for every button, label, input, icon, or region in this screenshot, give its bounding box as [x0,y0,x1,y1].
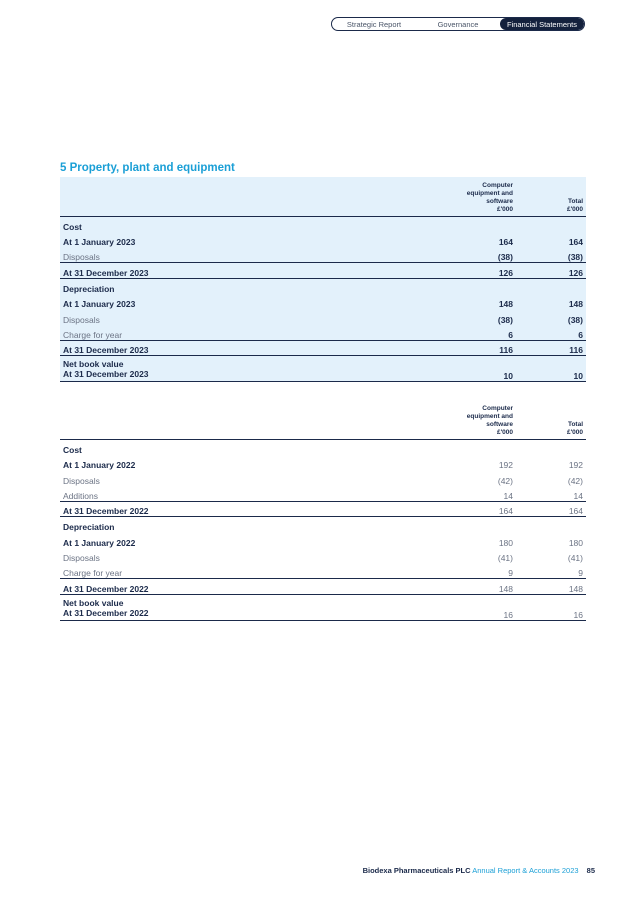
subtotal-row: At 31 December 2023 126 126 [60,263,586,279]
page-footer [363,866,595,875]
net-book-value-row: Net book value At 31 December 2023 10 10 [60,356,586,382]
company-name: Biodexa Pharmaceuticals PLC [362,866,471,875]
tab-financial-statements[interactable]: Financial Statements [500,18,584,30]
table-row: Charge for year 9 9 [63,568,583,578]
column-header-total: Total £'000 [566,197,583,213]
table-row: At 1 January 2023 148 148 [63,299,583,309]
table-row: At 1 January 2022 180 180 [63,537,583,548]
report-title: Annual Report & Accounts 2023 [472,866,579,875]
table-row: Cost [63,221,82,232]
table-row: Additions 14 14 [63,490,583,501]
table-row: Cost [63,444,82,455]
subtotal-row: At 31 December 2022 148 148 [60,579,586,595]
table-row: Disposals (38) (38) [63,252,583,262]
ppe-table-2023 [60,177,586,382]
section-nav [331,17,585,31]
section-title: 5 Property, plant and equipment [60,162,235,174]
subtotal-row: At 31 December 2022 164 164 [60,501,586,517]
table-row: Charge for year 6 6 [63,329,583,340]
subtotal-row: At 31 December 2023 116 116 [60,340,586,356]
table-row: Depreciation [63,283,115,294]
table-row: At 1 January 2023 164 164 [63,237,583,247]
tab-strategic-report[interactable]: Strategic Report [346,19,402,29]
ppe-table-2022 [60,400,586,621]
table-row: At 1 January 2022 192 192 [63,460,583,470]
column-header-total: Total £'000 [566,420,583,436]
table-row: Disposals (38) (38) [63,314,583,325]
table-header-row [60,177,586,216]
column-header-computer-equipment: Computer equipment and software £'000 [466,404,513,436]
table-header-row [60,400,586,439]
page-number: 85 [586,866,595,875]
table-row: Disposals (42) (42) [63,475,583,486]
tab-governance[interactable]: Governance [437,19,479,29]
table-row: Disposals (41) (41) [63,553,583,563]
table-row: Depreciation [63,522,115,532]
net-book-value-row: Net book value At 31 December 2022 16 16 [60,594,586,620]
column-header-computer-equipment: Computer equipment and software £'000 [466,181,513,213]
